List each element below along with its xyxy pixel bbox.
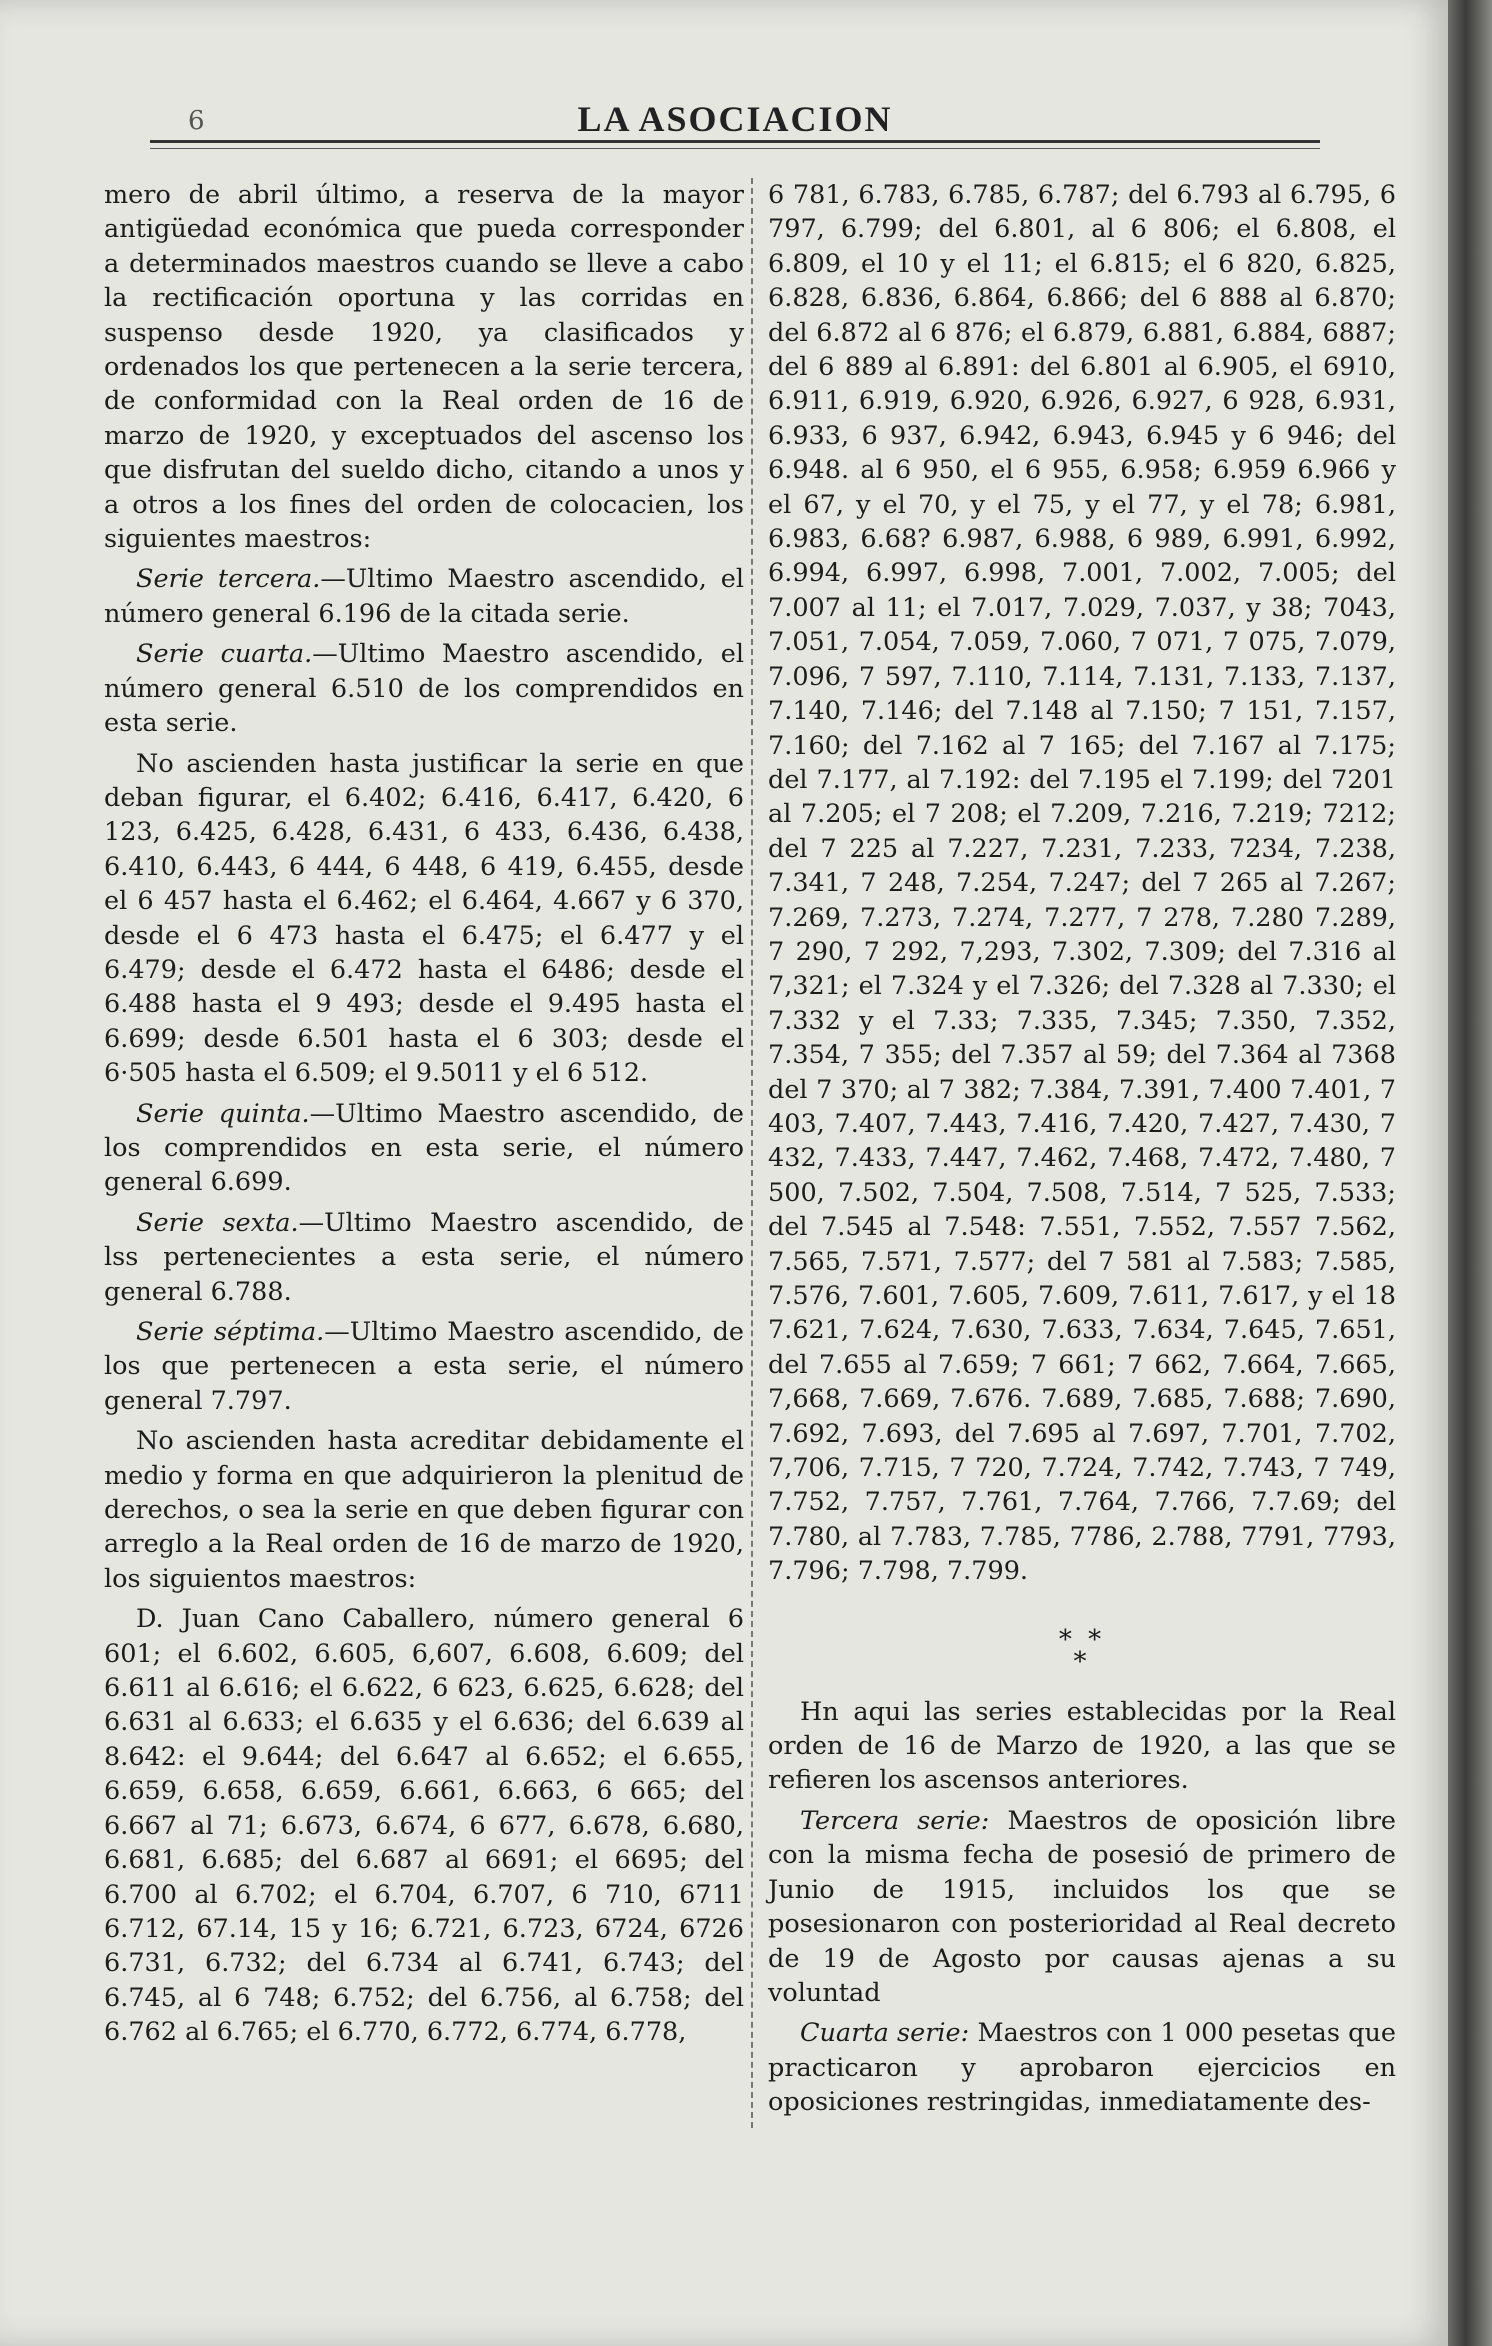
paragraph-serie-tercera [104, 562, 744, 631]
series-text: —Ultimo Maestro ascendido, de los comprendidos en esta serie, el número general 6.699. [104, 1098, 745, 1198]
paragraph: 6 781, 6.783, 6.785, 6.787; del 6.793 al 6.795, 6 797, 6.799; del 6.801, al 6 806; el 6.808, el 6.809, el 10 y el 11; el 6.815; el 6 820, 6.825, 6.828, 6.836, 6.864, 6.866; del 6 888 al 6.870; del 6.872 al 6 876; el 6.879, 6.881, 6.884, 6887; del 6 889 al 6.891: del 6.801 al 6.905, el 6910, 6.911, 6.919, 6.920, 6.926, 6.927, 6 928, 6.931, 6.933, 6 937, 6.942, 6.943, 6.945 y 6 946; del 6.948. al 6 950, el 6 955, 6.958; 6.959 6.966 y el 67, y el 70, y el 75, y el 77, y el 78; 6.981, 6.983, 6.68? 6.987, 6.988, 6 989, 6.991, 6.992, 6.994, 6.997, 6.998, 7.001, 7.002, 7.005; del 7.007 al 11; el 7.017, 7.029, 7.037, y 38; 7043, 7.051, 7.054, 7.059, 7.060, 7 071, 7 075, 7.079, 7.096, 7 597, 7.110, 7.114, 7.131, 7.133, 7.137, 7.140, 7.146; del 7.148 al 7.150; 7 151, 7.157, 7.160; del 7.162 al 7 165; del 7.167 al 7.175; del 7.177, al 7.192: del 7.195 el 7.199; del 7201 al 7.205; el 7 208; el 7.209, 7.216, 7.219; 7212; del 7 225 al 7.227, 7.231, 7.233, 7234, 7.238, 7.341, 7 248, 7.254, 7.247; del 7 265 al 7.267; 7.269, 7.273, 7.274, 7.277, 7 278, 7.280 7.289, 7 290, 7 292, 7,293, 7.302, 7.309; del 7.316 al 7,321; el 7.324 y el 7.326; del 7.328 al 7.330; el 7.332 y el 7.33; 7.335, 7.345; 7.350, 7.352, 7.354, 7 355; del 7.357 al 59; del 7.364 al 7368 del 7 370; al 7 382; 7.384, 7.391, 7.400 7.401, 7 403, 7.407, 7.443, 7.416, 7.420, 7.427, 7.430, 7 432, 7.433, 7.447, 7.462, 7.468, 7.472, 7.480, 7 500, 7.502, 7.504, 7.508, 7.514, 7 525, 7.533; del 7.545 al 7.548: 7.551, 7.552, 7.557 7.562, 7.565, 7.571, 7.577; del 7 581 al 7.583; 7.585, 7.576, 7.601, 7.605, 7.609, 7.611, 7.617, y el 18 7.621, 7.624, 7.630, 7.633, 7.634, 7.645, 7.651, del 7.655 al 7.659; 7 661; 7 662, 7.664, 7.665, 7,668, 7.669, 7.676. 7.689, 7.685, 7.688; 7.690, 7.692, 7.693, del 7.695 al 7.697, 7.701, 7.702, 7,706, 7.715, 7 720, 7.724, 7.742, 7.743, 7 749, 7.752, 7.757, 7.761, 7.764, 7.766, 7.7.69; del 7.780, al 7.783, 7.785, 7786, 2.788, 7791, 7793, 7.796; 7.798, 7.799. [768, 180, 1396, 1587]
series-text: —Ultimo Maestro ascendido, de los que pertenecen a esta serie, el número general 7.797. [104, 1317, 744, 1416]
book-spine [1448, 0, 1492, 2346]
column-divider [751, 178, 753, 2128]
series-text: —Ultimo Maestro ascendido, el número general 6.196 de la citada serie. [104, 564, 744, 629]
series-label: Serie cuarta. [136, 639, 313, 670]
publication-title: LA ASOCIACION [577, 99, 893, 139]
page-header [150, 98, 1320, 142]
series-label: Tercera serie: [800, 1805, 990, 1836]
paragraph: Hn aqui las series establecidas por la Real orden de 16 de Marzo de 1920, a las que se refieren los ascensos anteriores. [768, 1696, 1396, 1796]
series-label: Serie tercera. [136, 564, 321, 595]
series-label: Serie séptima. [136, 1317, 325, 1347]
paragraph-serie-cuarta [104, 637, 744, 740]
paragraph-serie-quinta [104, 1097, 744, 1200]
series-text: —Ultimo Maestro ascendido, el número general 6.510 de los comprendidos en esta serie. [104, 639, 744, 739]
paragraph-cuarta-serie [768, 2016, 1396, 2119]
page-number: 6 [188, 106, 205, 136]
series-text: Maestros con 1 000 pesetas que practicaron y aprobaron ejercicios en oposiciones restringidas, inmediatamente des- [768, 2018, 1396, 2118]
series-label: Serie sexta. [136, 1207, 299, 1238]
paragraph-serie-sexta [104, 1206, 744, 1309]
left-column [104, 178, 744, 2056]
paragraph: mero de abril último, a reserva de la mayor antigüedad económica que pueda corresponder a determinados maestros cuando se lleve a cabo la rectificación oportuna y las corridas en suspenso desde 1920, ya clasificados y ordenados los que pertenecen a la serie tercera, de conformidad con la Real orden de 16 de marzo de 1920, y exceptuados del ascenso los que disfrutan del sueldo dicho, citando a unos y a otros a los fines del orden de colocacien, los siguientes maestros: [104, 180, 744, 555]
paragraph: No ascienden hasta justificar la serie en que deban figurar, el 6.402; 6.416, 6.417, 6.420, 6 123, 6.425, 6.428, 6.431, 6 433, 6.436, 6.438, 6.410, 6.443, 6 444, 6 448, 6 419, 6.455, desde el 6 457 hasta el 6.462; el 6.464, 4.667 y 6 370, desde el 6 473 hasta el 6.475; el 6.477 y el 6.479; desde el 6.472 hasta el 6486; desde el 6.488 hasta el 9 493; desde el 9.495 hasta el 6.699; desde 6.501 hasta el 6 303; desde el 6·505 hasta el 6.509; el 9.5011 y el 6 512. [104, 748, 744, 1089]
series-label: Cuarta serie: [800, 2018, 970, 2049]
header-rule [150, 140, 1320, 149]
paragraph: No ascienden hasta acreditar debidamente el medio y forma en que adquirieron la plenitud de derechos, o sea la serie en que deben figurar con arreglo a la Real orden de 16 de marzo de 1920, los siguientos maestros: [104, 1426, 744, 1594]
series-text: Maestros de oposición libre con la misma fecha de posesió de primero de Junio de 1915, incluidos los que se posesionaron con posterioridad al Real decreto de 19 de Agosto por causas ajenas a su voluntad [768, 1805, 1396, 2008]
paragraph-tercera-serie [768, 1804, 1396, 2010]
series-text: —Ultimo Maestro ascendido, de lss pertenecientes a esta serie, el número general 6.788. [104, 1207, 745, 1307]
paragraph-serie-septima [104, 1315, 744, 1418]
asterism: * * * [1058, 1624, 1106, 1677]
paragraph: D. Juan Cano Caballero, número general 6 601; el 6.602, 6.605, 6,607, 6.608, 6.609; del 6.611 al 6.616; el 6.622, 6 623, 6.625, 6.628; del 6.631 al 6.633; el 6.635 y el 6.636; del 6.639 al 8.642: el 9.644; del 6.647 al 6.652; el 6.655, 6.659, 6.658, 6.659, 6.661, 6.663, 6 665; del 6.667 al 71; 6.673, 6.674, 6 677, 6.678, 6.680, 6.681, 6.685; del 6.687 al 6691; el 6695; del 6.700 al 6.702; el 6.704, 6.707, 6 710, 6711 6.712, 67.14, 15 y 16; 6.721, 6.723, 6724, 6726 6.731, 6.732; del 6.734 al 6.741, 6.743; del 6.745, al 6 748; 6.752; del 6.756, al 6.758; del 6.762 al 6.765; el 6.770, 6.772, 6.774, 6.778, [104, 1604, 744, 2048]
right-column [768, 178, 1396, 2126]
series-label: Serie quinta. [136, 1098, 310, 1129]
